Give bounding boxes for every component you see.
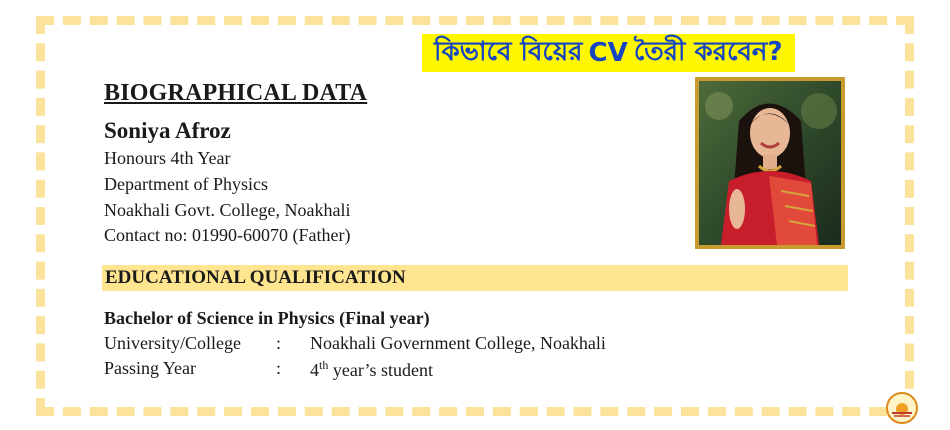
banner-text-before: কিভাবে বিয়ের	[434, 37, 583, 67]
row-label: University/College	[104, 333, 241, 353]
portrait-photo	[695, 77, 845, 249]
portrait-illustration	[699, 81, 841, 245]
educational-qualification-heading	[102, 265, 848, 291]
sun-logo-icon	[886, 392, 918, 424]
info-college: Noakhali Govt. College, Noakhali	[104, 200, 351, 220]
title-banner	[422, 34, 795, 72]
row-value-ordinal: th	[319, 358, 329, 372]
sun-logo-graphic	[888, 394, 916, 422]
row-colon: :	[276, 358, 282, 378]
row-value-rest: year’s student	[328, 360, 433, 380]
banner-text-cv: CV	[588, 38, 628, 68]
row-label: Passing Year	[104, 358, 197, 378]
row-value	[310, 358, 433, 381]
info-department: Department of Physics	[104, 174, 268, 194]
info-study-year: Honours 4th Year	[104, 148, 231, 168]
educational-qualification-title: EDUCATIONAL QUALIFICATION	[105, 267, 406, 288]
person-name: Soniya Afroz	[104, 118, 231, 143]
degree-title: Bachelor of Science in Physics (Final year)	[104, 308, 430, 328]
row-value: Noakhali Government College, Noakhali	[310, 333, 606, 353]
row-value-number: 4	[310, 360, 319, 380]
banner-text-after: তৈরী করবেন?	[633, 37, 783, 67]
biographical-data-heading: BIOGRAPHICAL DATA	[104, 80, 368, 106]
row-colon: :	[276, 333, 282, 353]
info-contact: Contact no: 01990-60070 (Father)	[104, 225, 351, 245]
